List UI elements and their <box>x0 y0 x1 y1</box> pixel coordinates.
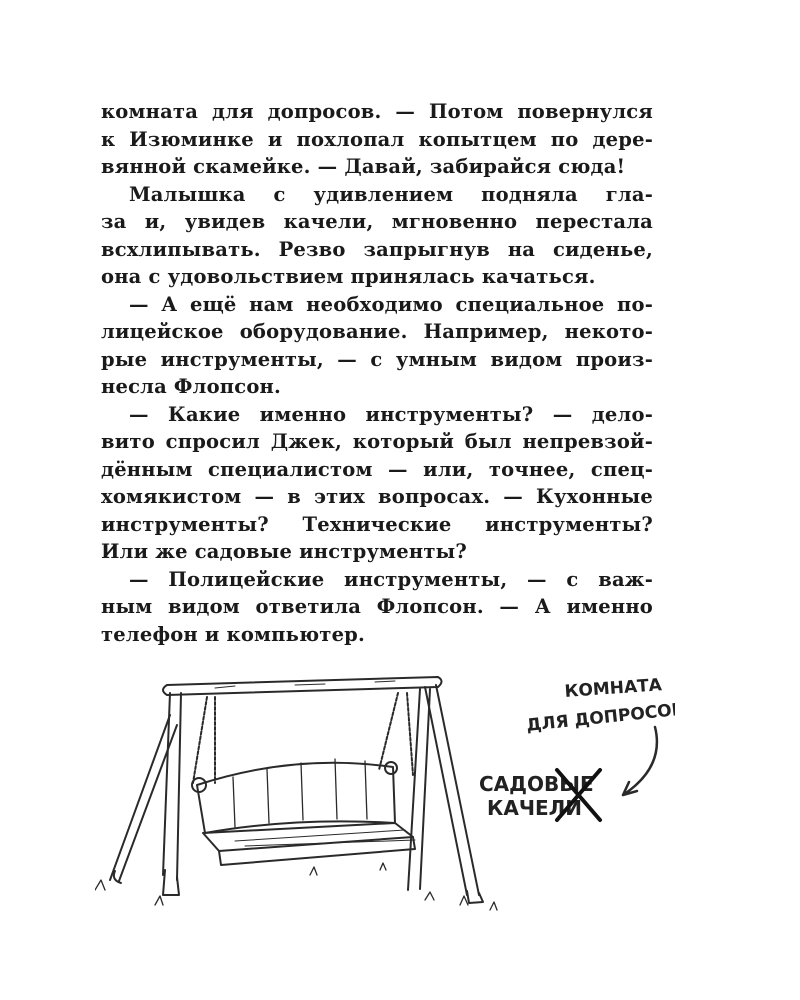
text-line: к Изюминке и похлопал копытцем по дере- <box>101 127 653 151</box>
paragraph-3 <box>101 291 653 401</box>
text-line: вянной скамейке. — Давай, забирайся сюда! <box>101 155 626 178</box>
text-line: — Полицейские инструменты, — с важ- <box>129 567 653 591</box>
text-line: Или же садовые инструменты? <box>101 540 467 563</box>
text-line: всхлипывать. Резво запрыгнув на сиденье, <box>101 237 653 261</box>
swing-sign <box>479 770 600 820</box>
text-line: лицейское оборудование. Например, некото- <box>101 320 653 343</box>
sign-line-2: КАЧЕЛИ <box>487 796 582 820</box>
text-line: хомякистом — в этих вопросах. — Кухонные <box>101 485 653 508</box>
text-line: дённым специалистом — или, точнее, спец- <box>101 457 653 481</box>
text-line: комната для допросов. — Потом повернулся <box>101 100 653 123</box>
text-line: несла Флопсон. <box>101 375 281 398</box>
arrow <box>623 727 657 795</box>
text-line: рые инструменты, — с умным видом произ- <box>101 347 653 371</box>
swing-chain-left <box>193 697 215 783</box>
text-line: ным видом ответила Флопсон. — А именно <box>101 595 653 618</box>
swing-chain-right <box>379 693 413 775</box>
swing-right-leg-back <box>408 689 430 890</box>
text-line: за и, увидев качели, мгновенно перестала <box>101 210 653 233</box>
paragraph-2 <box>101 181 653 291</box>
paragraph-4 <box>101 401 653 566</box>
swing-top-beam <box>163 677 442 695</box>
text-line: телефон и компьютер. <box>101 622 365 646</box>
room-label <box>525 675 675 736</box>
text-line: вито спросил Джек, который был непревзой- <box>101 430 653 453</box>
text-line: — А ещё нам необходимо специальное по- <box>129 292 653 316</box>
handwritten-line-2: ДЛЯ ДОПРОСОВ <box>525 699 675 736</box>
swing-right-leg-front <box>425 685 479 895</box>
swing-drawing <box>95 655 675 955</box>
text-line: — Какие именно инструменты? — дело- <box>129 402 653 426</box>
text-line: Малышка с удивлением подняла гла- <box>129 182 653 206</box>
swing-left-leg-front <box>163 693 181 880</box>
text-line: инструменты? Технические инструменты? <box>101 512 653 536</box>
book-text <box>101 98 653 648</box>
grass <box>95 863 497 910</box>
paragraph-5 <box>101 566 653 649</box>
swing-illustration <box>95 655 675 955</box>
handwritten-line-1: КОМНАТА <box>563 675 663 702</box>
paragraph-1 <box>101 98 653 181</box>
sign-line-1: САДОВЫЕ <box>479 772 594 796</box>
text-line: она с удовольствием принялась качаться. <box>101 265 596 288</box>
